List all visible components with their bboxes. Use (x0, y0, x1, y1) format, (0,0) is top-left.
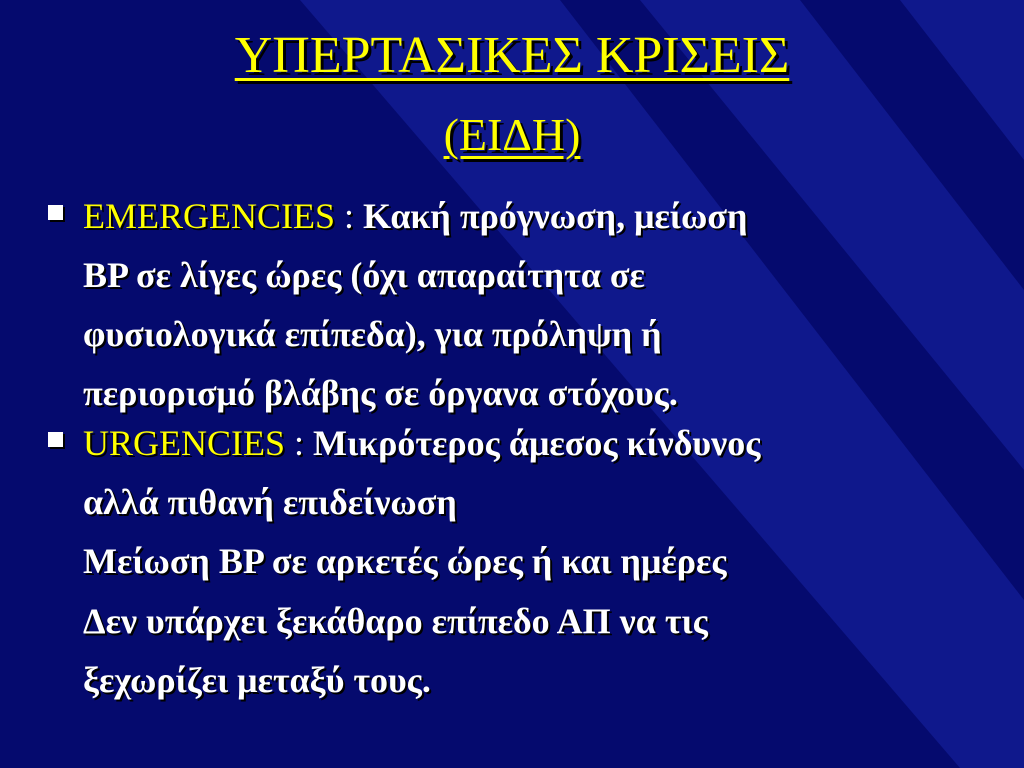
bullet-first-line (83, 414, 988, 473)
note-line: Δεν υπάρχει ξεκάθαρο επίπεδο ΑΠ να τις (83, 601, 708, 641)
bullet-line: Μείωση BP σε αρκετές ώρες ή και ημέρες (83, 541, 727, 581)
bullet-line: Μικρότερος άμεσος κίνδυνος (313, 423, 761, 463)
bullet-text (83, 414, 988, 591)
term-separator: : (285, 423, 314, 463)
term-separator: : (335, 196, 364, 236)
bullet-line: αλλά πιθανή επιδείνωση (83, 482, 457, 522)
square-bullet-icon (48, 205, 63, 220)
term-emergencies: EMERGENCIES (83, 196, 335, 236)
bullet-line: περιορισμό βλάβης σε όργανα στόχους. (83, 373, 678, 413)
bullet-line: φυσιολογικά επίπεδα), για πρόληψη ή (83, 314, 662, 354)
bullet-first-line (83, 187, 988, 246)
slide-title: ΥΠΕΡΤΑΣΙΚΕΣ ΚΡΙΣΕΙΣ (234, 27, 790, 84)
slide-subtitle: (ΕΙΔΗ) (443, 109, 581, 160)
bullet-line: BP σε λίγες ώρες (όχι απαραίτητα σε (83, 255, 645, 295)
bullet-line: Κακή πρόγνωση, μείωση (363, 196, 748, 236)
note-line: ξεχωρίζει μεταξύ τους. (83, 660, 431, 700)
square-bullet-icon (48, 432, 63, 447)
note-paragraph (83, 592, 983, 710)
bullet-text (83, 187, 988, 423)
term-urgencies: URGENCIES (83, 423, 286, 463)
